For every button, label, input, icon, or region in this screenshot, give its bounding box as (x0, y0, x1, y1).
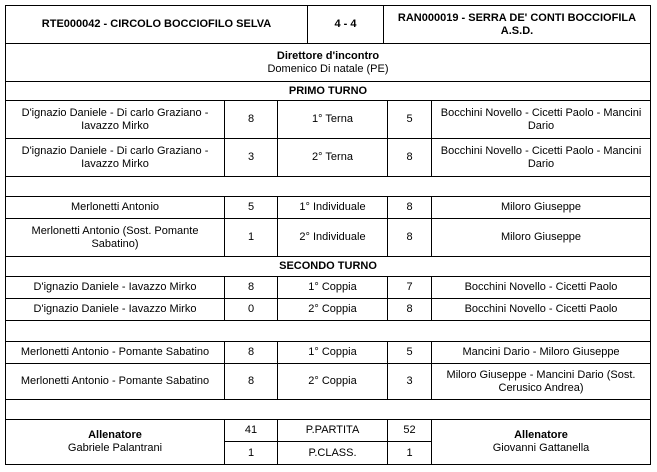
primo-turno-row (6, 82, 650, 101)
away-score: 8 (388, 219, 432, 256)
home-players: D'ignazio Daniele - Di carlo Graziano - Iavazzo Mirko (6, 101, 225, 138)
away-players: Bocchini Novello - Cicetti Paolo - Mancini Dario (440, 106, 642, 132)
match-score: 4 - 4 (308, 6, 384, 43)
home-players: D'ignazio Daniele - Iavazzo Mirko (6, 277, 225, 298)
home-team-name: RTE000042 - CIRCOLO BOCCIOFILO SELVA (6, 6, 308, 43)
spacer-row (6, 177, 650, 197)
away-score: 8 (388, 139, 432, 176)
home-score: 3 (225, 139, 278, 176)
spacer-row (6, 400, 650, 420)
home-score: 8 (225, 342, 278, 363)
match-row (6, 197, 650, 219)
director-row (6, 44, 650, 82)
game-type: 2° Coppia (278, 299, 388, 320)
home-points-cell (225, 420, 278, 464)
points-label-cell (278, 420, 388, 464)
home-players: Merlonetti Antonio - Pomante Sabatino (6, 342, 225, 363)
secondo-turno-row (6, 257, 650, 277)
game-type: 1° Individuale (278, 197, 388, 218)
home-players: Merlonetti Antonio (Sost. Pomante Sabatino) (6, 219, 225, 256)
home-score: 1 (225, 219, 278, 256)
primo-turno-title: PRIMO TURNO (288, 84, 368, 97)
partita-label: P.PARTITA (278, 420, 387, 442)
secondo-turno-title: SECONDO TURNO (279, 260, 377, 272)
home-score: 0 (225, 299, 278, 320)
away-coach-name: Giovanni Gattanella (492, 442, 590, 454)
away-score: 3 (388, 364, 432, 399)
away-players: Miloro Giuseppe (500, 231, 582, 243)
away-score: 7 (388, 277, 432, 298)
match-row (6, 139, 650, 177)
away-coach-cell (432, 420, 650, 464)
home-players: Merlonetti Antonio (6, 197, 225, 218)
away-score: 5 (388, 101, 432, 138)
match-row (6, 364, 650, 400)
home-score: 8 (225, 364, 278, 399)
game-type: 2° Coppia (278, 364, 388, 399)
game-type: 2° Individuale (278, 219, 388, 256)
home-score: 8 (225, 101, 278, 138)
match-row (6, 219, 650, 257)
match-report-table (5, 5, 651, 465)
match-row (6, 342, 650, 364)
game-type: 1° Coppia (278, 342, 388, 363)
match-row (6, 299, 650, 321)
director-name: Domenico Di natale (PE) (267, 62, 389, 75)
home-coach-cell (6, 420, 225, 464)
director-label: Direttore d'incontro (276, 49, 380, 62)
match-row (6, 101, 650, 139)
away-players: Miloro Giuseppe - Mancini Dario (Sost. Cerusico Andrea) (446, 368, 636, 394)
away-score: 8 (388, 299, 432, 320)
game-type: 1° Terna (278, 101, 388, 138)
footer-row (6, 420, 650, 464)
spacer-row (6, 321, 650, 342)
header-row (6, 6, 650, 44)
away-players: Bocchini Novello - Cicetti Paolo - Mancini Dario (440, 144, 642, 170)
game-type: 2° Terna (278, 139, 388, 176)
away-score: 8 (388, 197, 432, 218)
home-players: D'ignazio Daniele - Iavazzo Mirko (6, 299, 225, 320)
home-coach-label: Allenatore (88, 429, 142, 441)
away-players: Mancini Dario - Miloro Giuseppe (462, 346, 620, 358)
home-players: D'ignazio Daniele - Di carlo Graziano - Iavazzo Mirko (6, 139, 225, 176)
class-label: P.CLASS. (308, 446, 357, 459)
away-points-cell (388, 420, 432, 464)
director-cell (6, 44, 650, 81)
partita-away: 52 (388, 420, 431, 442)
class-home: 1 (247, 446, 255, 459)
home-players: Merlonetti Antonio - Pomante Sabatino (6, 364, 225, 399)
away-players: Miloro Giuseppe (500, 201, 582, 213)
home-coach-name: Gabriele Palantrani (67, 442, 163, 454)
away-players: Bocchini Novello - Cicetti Paolo (464, 281, 618, 293)
match-row (6, 277, 650, 299)
game-type: 1° Coppia (278, 277, 388, 298)
partita-home: 41 (225, 420, 277, 442)
home-score: 8 (225, 277, 278, 298)
away-players: Bocchini Novello - Cicetti Paolo (464, 303, 618, 315)
class-away: 1 (406, 446, 413, 459)
away-team-name: RAN000019 - SERRA DE' CONTI BOCCIOFILA A.S.D. (397, 11, 637, 37)
home-score: 5 (225, 197, 278, 218)
away-coach-label: Allenatore (514, 429, 568, 441)
away-score: 5 (388, 342, 432, 363)
